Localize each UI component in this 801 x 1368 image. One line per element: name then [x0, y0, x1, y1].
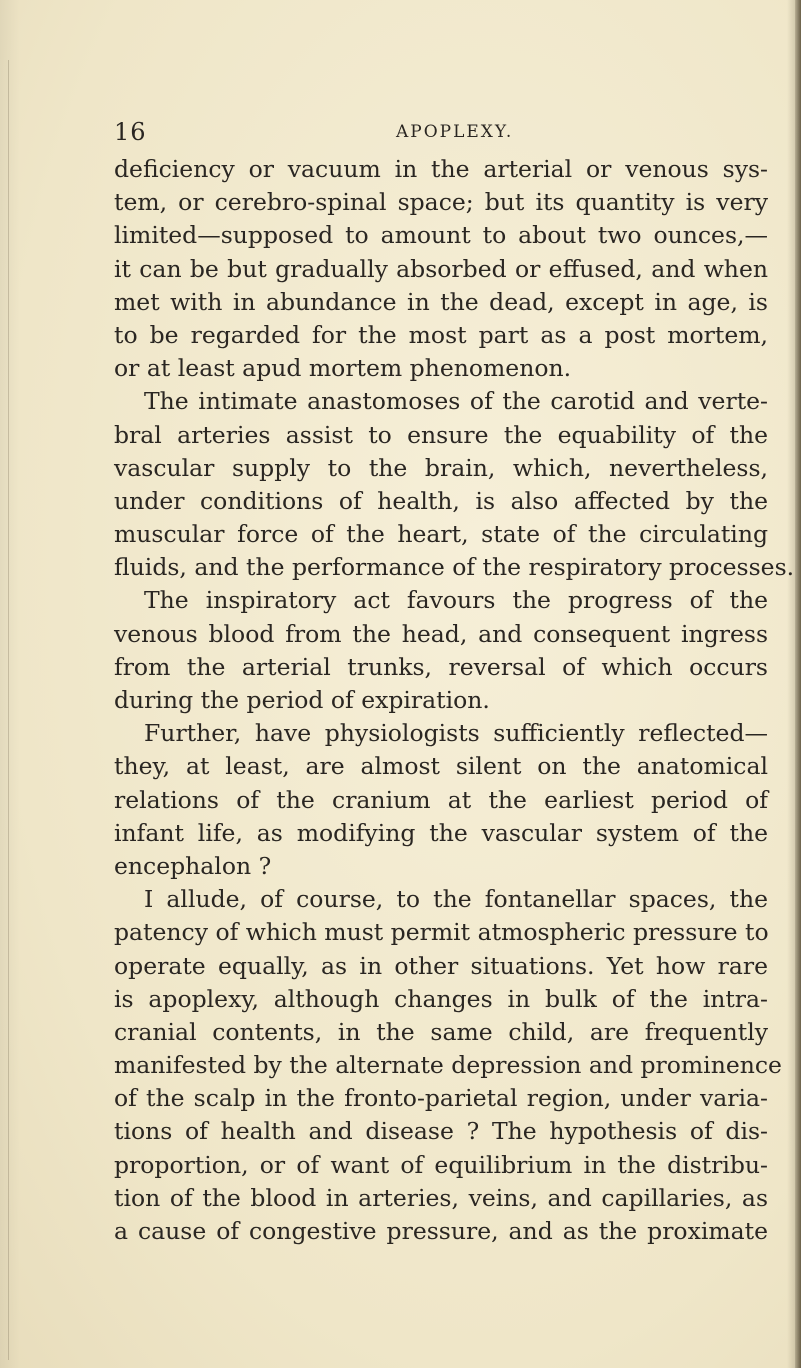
body-text [114, 153, 795, 1248]
text-line: patency of which must permit atmospheric pressure to [114, 918, 769, 947]
text-line: a cause of congestive pressure, and as the proximate [114, 1217, 768, 1245]
text-line: it can be but gradually absorbed or effused, and when [114, 254, 768, 283]
text-line: tions of health and disease ? The hypothesis of dis- [114, 1117, 768, 1146]
text-line: met with in abundance in the dead, except in age, is [114, 287, 768, 316]
text-line: of the scalp in the fronto-parietal region, under varia- [114, 1084, 768, 1113]
text-line: or at least apud mortem phenomenon. [114, 354, 572, 383]
text-line: bral arteries assist to ensure the equability of the [114, 420, 768, 449]
text-line: they, at least, are almost silent on the anatomical [114, 752, 768, 781]
text-line: manifested by the alternate depression and prominence [114, 1051, 782, 1080]
text-line: limited—supposed to amount to about two ounces,— [114, 221, 768, 250]
text-line: vascular supply to the brain, which, nevertheless, [114, 453, 768, 482]
text-line: during the period of expiration. [114, 686, 490, 714]
running-head: APOPLEXY. [396, 122, 514, 142]
text-line: fluids, and the performance of the respiratory processes. [114, 553, 795, 582]
text-line: tion of the blood in arteries, veins, and capillaries, as [114, 1183, 768, 1212]
text-line: encephalon ? [114, 851, 272, 880]
text-line: deficiency or vacuum in the arterial or venous sys- [114, 155, 768, 183]
text-line: operate equally, as in other situations. Yet how rare [114, 951, 768, 980]
page-edge [795, 0, 801, 1368]
text-line: relations of the cranium at the earliest period of [114, 785, 768, 814]
text-line: infant life, as modifying the vascular system of the [114, 818, 768, 847]
page-number: 16 [114, 118, 147, 146]
page-header [0, 118, 801, 148]
gutter-shadow [8, 60, 9, 1360]
paragraph-start-line: Further, have physiologists sufficiently reflected— [144, 719, 768, 748]
text-line: muscular force of the heart, state of the circulating [114, 520, 768, 549]
paragraph-start-line: I allude, of course, to the fontanellar spaces, the [144, 885, 768, 914]
text-line: is apoplexy, although changes in bulk of the intra- [114, 984, 768, 1013]
text-line: to be regarded for the most part as a post mortem, [114, 320, 768, 349]
text-line: under conditions of health, is also affected by the [114, 486, 768, 515]
text-line: proportion, or of want of equilibrium in the distribu- [114, 1150, 768, 1179]
paragraph-start-line: The intimate anastomoses of the carotid and verte- [144, 387, 768, 416]
text-line: cranial contents, in the same child, are frequently [114, 1017, 768, 1046]
text-line: venous blood from the head, and consequent ingress [114, 619, 768, 648]
text-line: tem, or cerebro-spinal space; but its quantity is very [114, 188, 768, 217]
text-line: from the arterial trunks, reversal of which occurs [114, 652, 768, 681]
paragraph-start-line: The inspiratory act favours the progress of the [144, 586, 768, 615]
